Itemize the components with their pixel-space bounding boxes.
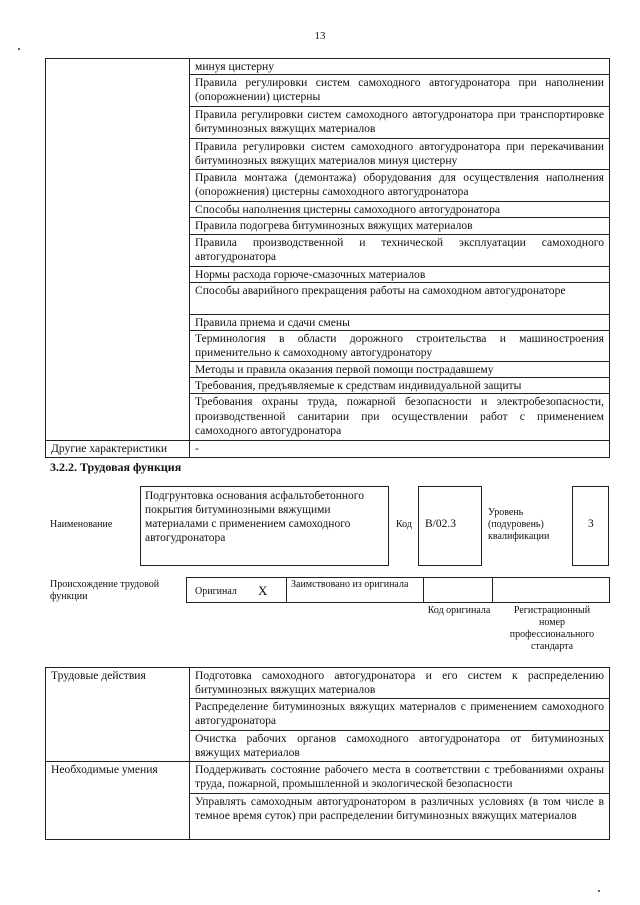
knowledge-item: Правила приема и сдачи смены	[190, 314, 610, 330]
table-label-cell	[46, 59, 190, 441]
knowledge-item: Методы и правила оказания первой помощи пострадавшему	[190, 362, 610, 378]
labor-action: Распределение битуминозных вяжущих материалов с применением самоходного автогудронатора	[190, 699, 610, 731]
origin-row	[186, 577, 610, 603]
labor-action: Подготовка самоходного автогудронатора и его систем к распределению битуминозных вяжущих материалов	[190, 668, 610, 699]
name-label: Наименование	[50, 519, 113, 530]
required-skill: Поддерживать состояние рабочего места в соответствии с требованиями охраны труда, пожарной, промышленной и экологической безопасности	[190, 762, 610, 794]
function-name-box	[140, 486, 389, 566]
knowledge-item: Правила монтажа (демонтажа) оборудования для осуществления наполнения (опорожнения) цистерны самоходного автогудронатора	[190, 170, 610, 202]
knowledge-item: Нормы расхода горюче-смазочных материалов	[190, 266, 610, 282]
code-original-caption: Код оригинала	[427, 605, 491, 616]
level-label: Уровень (подуровень) квалификации	[488, 507, 550, 542]
actions-skills-table	[45, 667, 610, 840]
level-box	[572, 486, 609, 566]
knowledge-item: Правила регулировки систем самоходного автогудронатора при транспортировке битуминозных вяжущих материалов	[190, 107, 610, 139]
registration-number-caption: Регистрационный номер профессионального стандарта	[509, 605, 595, 652]
code-value: B/02.3	[425, 518, 456, 530]
knowledge-item: Терминология в области дорожного строительства и машиностроения применительно к самоходному автогудронатору	[190, 331, 610, 362]
other-characteristics-label: Другие характеристики	[46, 441, 190, 457]
origin-label: Происхождение трудовой функции	[50, 579, 160, 602]
divider	[286, 578, 287, 602]
original-mark: X	[258, 583, 268, 598]
knowledge-item: Правила производственной и технической эксплуатации самоходного автогудронатора	[190, 234, 610, 266]
original-label: Оригинал	[195, 586, 237, 597]
knowledge-item: Правила регулировки систем самоходного автогудронатора при наполнении (опорожнении) цистерны	[190, 75, 610, 107]
knowledge-item: Правила подогрева битуминозных вяжущих материалов	[190, 218, 610, 234]
knowledge-item: Требования охраны труда, пожарной безопасности и электробезопасности, производственной санитарии при осуществлении работ с применением самоходного автогудронатора	[190, 394, 610, 441]
borrowed-label: Заимствовано из оригинала	[291, 579, 409, 590]
knowledge-item: Правила регулировки систем самоходного автогудронатора при перекачивании битуминозных вяжущих материалов минуя цистерну	[190, 139, 610, 170]
other-characteristics-value: -	[190, 441, 610, 457]
divider	[423, 578, 424, 602]
knowledge-table-continued	[45, 58, 610, 458]
function-name: Подгрунтовка основания асфальтобетонного покрытия битуминозными вяжущими материалами с применением самоходного автогудронатора	[145, 490, 364, 544]
section-heading: 3.2.2. Трудовая функция	[50, 460, 182, 474]
page-number: 13	[314, 30, 326, 42]
labor-actions-label: Трудовые действия	[46, 668, 190, 762]
code-box	[418, 486, 482, 566]
required-skill: Управлять самоходным автогудронатором в различных условиях (в том числе в темное время суток) при распределении битуминозных вяжущих материалов	[190, 794, 610, 840]
knowledge-item: минуя цистерну	[190, 59, 610, 75]
scan-dot	[18, 48, 20, 50]
code-label: Код	[396, 519, 412, 530]
level-value: 3	[588, 518, 594, 530]
knowledge-item: Способы наполнения цистерны самоходного автогудронатора	[190, 202, 610, 218]
divider	[492, 578, 493, 602]
labor-action: Очистка рабочих органов самоходного автогудронатора от битуминозных вяжущих материалов	[190, 731, 610, 762]
knowledge-item: Способы аварийного прекращения работы на самоходном автогудронаторе	[190, 282, 610, 314]
scan-dot	[598, 890, 600, 892]
required-skills-label: Необходимые умения	[46, 762, 190, 840]
knowledge-item: Требования, предъявляемые к средствам индивидуальной защиты	[190, 378, 610, 394]
